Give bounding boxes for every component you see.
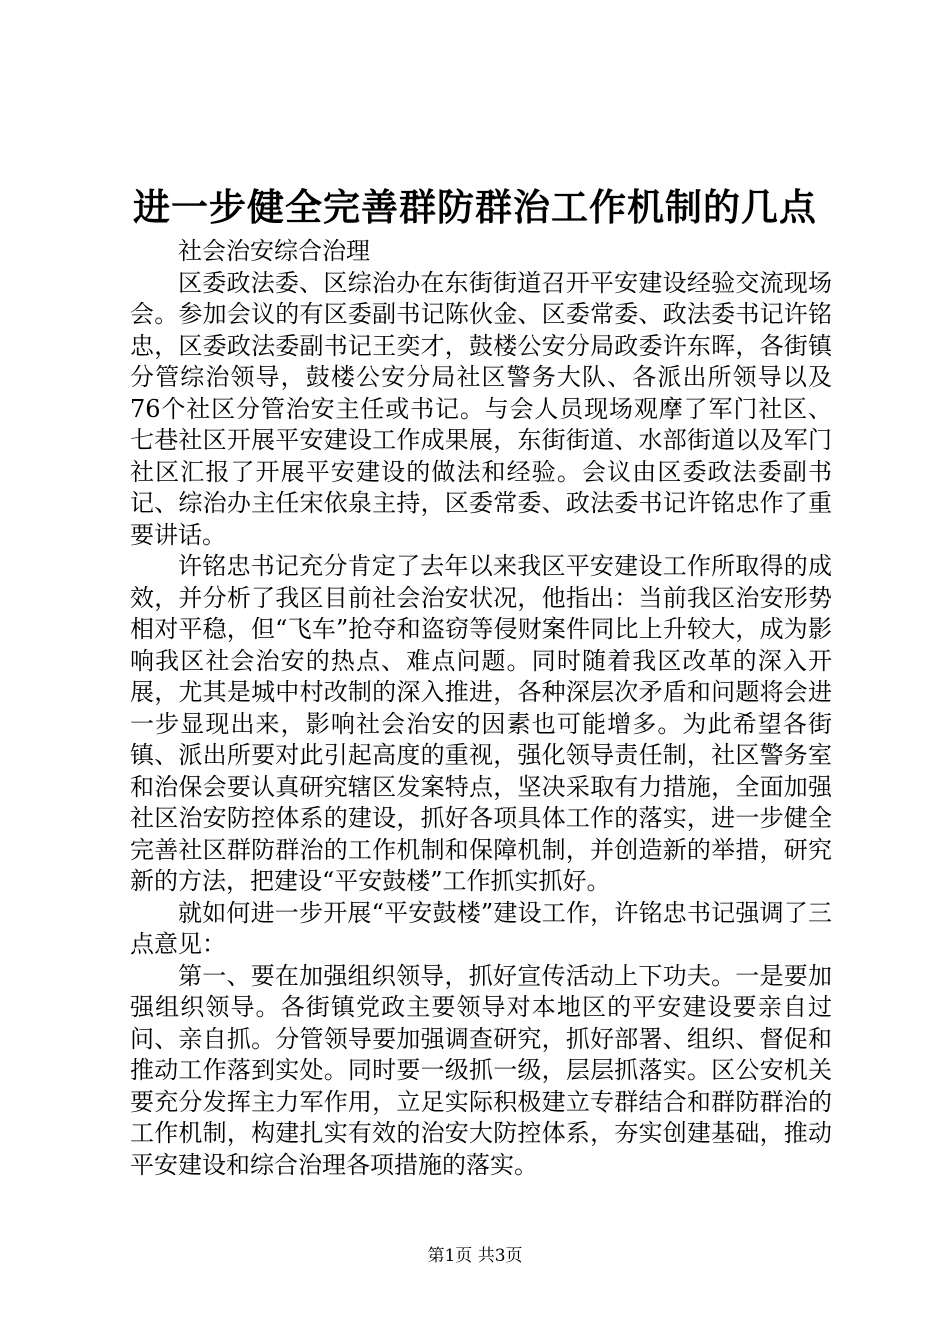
paragraph: 区委政法委、区综治办在东街街道召开平安建设经验交流现场会。参加会议的有区委副书记陈伙金、区委常委、政法委书记许铭忠，区委政法委副书记王奕才，鼓楼公安分局政委许东晖，各街镇分管综治领导，鼓楼公安分局社区警务大队、各派出所领导以及76个社区分管治安主任或书记。与会人员现场观摩了军门社区、七巷社区开展平安建设工作成果展，东街街道、水部街道以及军门社区汇报了开展平安建设的做法和经验。会议由区委政法委副书记、综治办主任宋依泉主持，区委常委、政法委书记许铭忠作了重要讲话。 — [130, 268, 832, 549]
paragraph: 第一、要在加强组织领导，抓好宣传活动上下功夫。一是要加强组织领导。各街镇党政主要领导对本地区的平安建设要亲自过问、亲自抓。分管领导要加强调查研究，抓好部署、组织、督促和推动工作落到实处。同时要一级抓一级，层层抓落实。区公安机关要充分发挥主力军作用，立足实际积极建立专群结合和群防群治的工作机制，构建扎实有效的治安大防控体系，夯实创建基础，推动平安建设和综合治理各项措施的落实。 — [130, 961, 832, 1179]
document-body — [130, 236, 832, 1181]
document-title: 进一步健全完善群防群治工作机制的几点 — [133, 186, 817, 229]
paragraph: 许铭忠书记充分肯定了去年以来我区平安建设工作所取得的成效，并分析了我区目前社会治安状况，他指出：当前我区治安形势相对平稳，但“飞车”抢夺和盗窃等侵财案件同比上升较大，成为影响我区社会治安的热点、难点问题。同时随着我区改革的深入开展，尤其是城中村改制的深入推进，各种深层次矛盾和问题将会进一步显现出来，影响社会治安的因素也可能增多。为此希望各街镇、派出所要对此引起高度的重视，强化领导责任制，社区警务室和治保会要认真研究辖区发案特点，坚决采取有力措施，全面加强社区治安防控体系的建设，抓好各项具体工作的落实，进一步健全完善社区群防群治的工作机制和保障机制，并创造新的举措，研究新的方法，把建设“平安鼓楼”工作抓实抓好。 — [130, 552, 832, 895]
document-subtitle: 社会治安综合治理 — [178, 237, 370, 265]
page-number-footer: 第1页 共3页 — [427, 1246, 523, 1266]
paragraph: 就如何进一步开展“平安鼓楼”建设工作，许铭忠书记强调了三点意见： — [130, 898, 832, 958]
